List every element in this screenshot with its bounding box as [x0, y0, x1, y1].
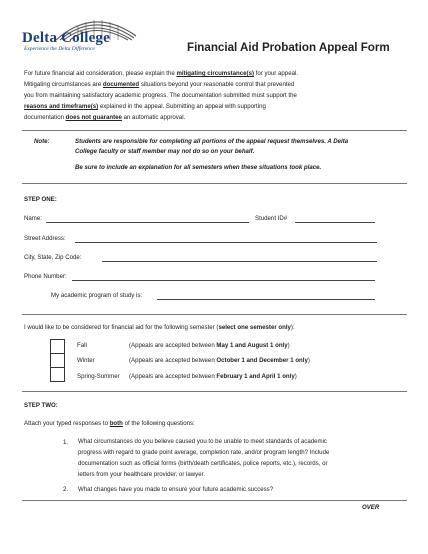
note-text: [75, 137, 405, 173]
intro-text: documentation: [24, 114, 66, 121]
phone-field[interactable]: [72, 280, 375, 281]
logo-name: Delta College: [22, 30, 110, 46]
window-text: ): [294, 373, 297, 380]
attach-instructions: [24, 420, 195, 427]
semester-prompt-emphasis: select one semester only: [218, 324, 291, 331]
intro-paragraph: [24, 68, 404, 123]
note-line: Students are responsible for completing all portions of the appeal request themselves. A Delta: [75, 138, 349, 145]
logo-tagline: Experience the Delta Difference: [24, 46, 95, 52]
question-line: What circumstances do you believe caused you to be unable to meet standards of academic: [78, 438, 327, 445]
student-id-label: Student ID#: [255, 215, 288, 222]
question-1: [78, 436, 398, 480]
page-title: Financial Aid Probation Appeal Form: [187, 41, 390, 54]
intro-emphasis: does not guarantee: [65, 114, 122, 121]
divider: [22, 500, 407, 501]
question-1-number: 1.: [63, 439, 69, 446]
program-label: My academic program of study is:: [51, 292, 143, 299]
program-field[interactable]: [157, 299, 375, 300]
semester-winter-window: [129, 357, 310, 364]
divider: [22, 391, 407, 392]
question-2-number: 2.: [63, 486, 69, 493]
semester-prompt-text: I would like to be considered for financial aid for the following semester (: [24, 324, 219, 331]
window-dates: February 1 and April 1 only: [216, 373, 295, 380]
city-state-zip-field[interactable]: [102, 261, 377, 262]
window-text: ): [287, 342, 290, 349]
window-text: (Appeals are accepted between: [129, 357, 217, 364]
note-line: Be sure to include an explanation for all semesters when these situations took place.: [75, 164, 322, 171]
question-line: progress with regard to grade point average, completion rate, and/or program length? Include: [78, 449, 330, 456]
intro-text: you from maintaining satisfactory academic progress. The documentation submitted must support the: [24, 92, 297, 99]
over-label: OVER: [362, 504, 380, 511]
winter-checkbox[interactable]: [50, 353, 65, 368]
spring-summer-checkbox[interactable]: [50, 367, 65, 382]
step-one-heading: STEP ONE:: [24, 196, 57, 203]
window-dates: May 1 and August 1 only: [216, 342, 288, 349]
intro-text: an automatic approval.: [121, 114, 186, 121]
semester-spring-summer-window: [129, 373, 297, 380]
name-label: Name:: [24, 215, 42, 222]
intro-text: Mitigating circumstances are: [24, 81, 103, 88]
divider: [22, 314, 407, 315]
divider: [22, 130, 407, 131]
semester-winter-name: Winter: [77, 357, 95, 364]
window-text: (Appeals are accepted between: [129, 342, 217, 349]
question-2: What changes have you made to ensure your future academic success?: [78, 486, 274, 493]
intro-emphasis: documented: [102, 81, 140, 88]
intro-emphasis: reasons and timeframe(s): [24, 103, 99, 110]
fall-checkbox[interactable]: [50, 339, 65, 354]
semester-prompt: [24, 324, 295, 331]
semester-fall-name: Fall: [77, 342, 87, 349]
step-two-heading: STEP TWO:: [24, 402, 58, 409]
street-address-field[interactable]: [75, 242, 377, 243]
note-label: Note:: [34, 138, 50, 145]
question-line: documentation such as official forms (birth/death certificates, police reports, etc.), records, or: [78, 460, 328, 467]
note-line: College faculty or staff member may not do so on your behalf.: [75, 148, 255, 155]
intro-text: for your appeal.: [253, 70, 299, 77]
semester-fall-window: [129, 342, 290, 349]
student-id-field[interactable]: [295, 222, 375, 223]
question-line: letters from your healthcare provider, or lawyer.: [78, 471, 206, 478]
name-field[interactable]: [46, 222, 249, 223]
window-text: ): [307, 357, 310, 364]
divider: [22, 183, 407, 184]
window-dates: October 1 and December 1 only: [216, 357, 308, 364]
attach-text: Attach your typed responses to: [24, 420, 110, 427]
phone-label: Phone Number:: [24, 273, 67, 280]
street-address-label: Street Address:: [24, 235, 66, 242]
intro-emphasis: mitigating circumstance(s): [176, 70, 254, 77]
intro-text: explained in the appeal. Submitting an appeal with supporting: [98, 103, 266, 110]
attach-emphasis: both: [109, 420, 123, 427]
city-state-zip-label: City, State, Zip Code:: [24, 254, 82, 261]
attach-text: of the following questions:: [122, 420, 195, 427]
semester-prompt-text: ):: [290, 324, 295, 331]
intro-text: For future financial aid consideration, please explain the: [24, 70, 177, 77]
window-text: (Appeals are accepted between: [129, 373, 217, 380]
semester-spring-summer-name: Spring-Summer: [77, 373, 120, 380]
intro-text: situations beyond your reasonable control that prevented: [139, 81, 295, 88]
